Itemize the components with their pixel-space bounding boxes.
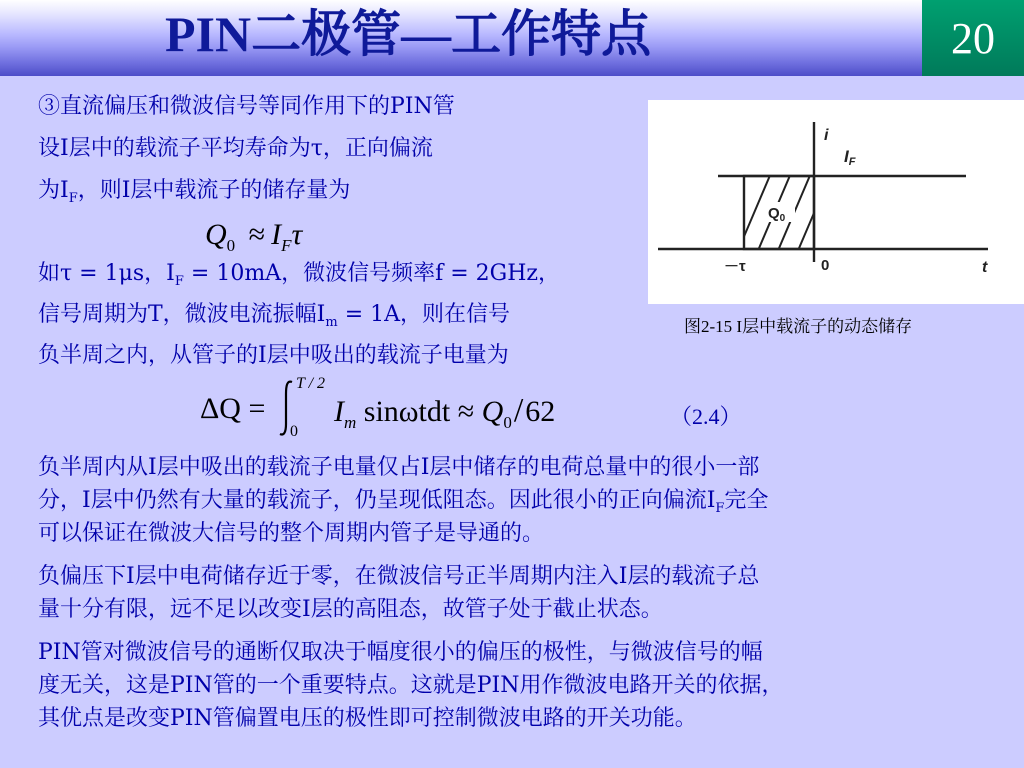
example-line-1-a: 如τ = 1μs，I xyxy=(38,261,175,286)
figure-label-zero: 0 xyxy=(821,257,830,274)
formula-charge-body: sinωtdt ≈ xyxy=(363,395,475,428)
formula-storage-I-sub: F xyxy=(281,236,292,255)
intro-line-3 xyxy=(38,172,350,218)
page-number: 20 xyxy=(951,14,995,63)
para2-line-1: 负偏压下I层中电荷储存近于零，在微波信号正半周期内注入I层的载流子总 xyxy=(38,564,760,589)
figure-label-neg-tau: －τ xyxy=(724,258,746,275)
intro-line-2: 设I层中的载流子平均寿命为τ，正向偏流 xyxy=(38,136,433,161)
intro-line-3-a: 为I xyxy=(38,178,69,203)
formula-charge-lower: 0 xyxy=(290,423,298,440)
example-line-1 xyxy=(38,255,560,301)
example-line-2 xyxy=(38,296,510,342)
figure-storage-diagram xyxy=(648,100,1024,304)
figure-label-q0: $Q_0$ xyxy=(768,205,786,224)
formula-storage-Q: Q xyxy=(205,218,227,251)
formula-storage-I: I xyxy=(271,218,282,251)
para1-line-2-sub: F xyxy=(715,501,725,516)
para1-line-2-a: 分，I层中仍然有大量的载流子，仍呈现低阻态。因此很小的正向偏流I xyxy=(38,488,716,513)
formula-charge-tail: 62 xyxy=(525,395,556,428)
intro-line-1: ③直流偏压和微波信号等同作用下的PIN管 xyxy=(38,94,455,119)
formula-storage xyxy=(205,218,302,256)
example-line-2-a: 信号周期为T，微波电流振幅I xyxy=(38,302,326,327)
para1-line-1: 负半周内从I层中吸出的载流子电量仅占I层中储存的电荷总量中的很小一部 xyxy=(38,455,760,480)
page-number-box xyxy=(922,0,1024,76)
example-line-1-b: = 10mA，微波信号频率f = 2GHz， xyxy=(183,261,560,286)
formula-charge-I-sub: m xyxy=(344,413,357,432)
title-bar xyxy=(0,0,922,76)
figure-svg xyxy=(648,100,1024,304)
formula-charge-rhs: $I_m$ $\sin\omega tdt \approx Q_0/62$ xyxy=(334,392,556,432)
slide-title: PIN二极管—工作特点 xyxy=(165,6,652,62)
formula-charge-lhs: ΔQ = xyxy=(200,392,266,425)
intro-line-3-sub: F xyxy=(68,191,78,206)
para3-line-1: PIN管对微波信号的通断仅取决于幅度很小的偏压的极性，与微波信号的幅 xyxy=(38,640,763,665)
para1-line-2-b: 完全 xyxy=(724,488,769,513)
formula-charge-Q: Q xyxy=(481,395,504,428)
para3-line-3: 其优点是改变PIN管偏置电压的极性即可控制微波电路的开关功能。 xyxy=(38,706,697,731)
equation-number: （2.4） xyxy=(670,404,742,429)
example-line-3: 负半周之内，从管子的I层中吸出的载流子电量为 xyxy=(38,343,509,368)
para2-line-2: 量十分有限，远不足以改变I层的高阻态，故管子处于截止状态。 xyxy=(38,597,663,622)
figure-caption: 图2-15 I层中载流子的动态储存 xyxy=(684,317,913,336)
intro-line-3-b: ，则I层中载流子的储存量为 xyxy=(77,178,351,203)
formula-charge-Q-sub: 0 xyxy=(503,413,512,432)
formula-storage-approx: ≈ xyxy=(248,218,266,251)
figure-label-t-axis: t xyxy=(982,259,988,276)
example-line-2-b: = 1A，则在信号 xyxy=(337,302,511,327)
formula-storage-tau: τ xyxy=(291,218,303,251)
formula-charge-upper: T / 2 xyxy=(296,375,326,392)
figure-label-if: IF xyxy=(844,147,856,168)
example-line-2-sub: m xyxy=(325,315,338,330)
formula-charge-I: I xyxy=(334,395,344,428)
figure-label-i-axis: i xyxy=(824,127,829,144)
example-line-1-sub: F xyxy=(174,274,184,289)
para1-line-3: 可以保证在微波大信号的整个周期内管子是导通的。 xyxy=(38,521,545,546)
formula-storage-Q-sub: 0 xyxy=(226,236,236,255)
para3-line-2: 度无关，这是PIN管的一个重要特点。这就是PIN用作微波电路开关的依据， xyxy=(38,673,784,698)
